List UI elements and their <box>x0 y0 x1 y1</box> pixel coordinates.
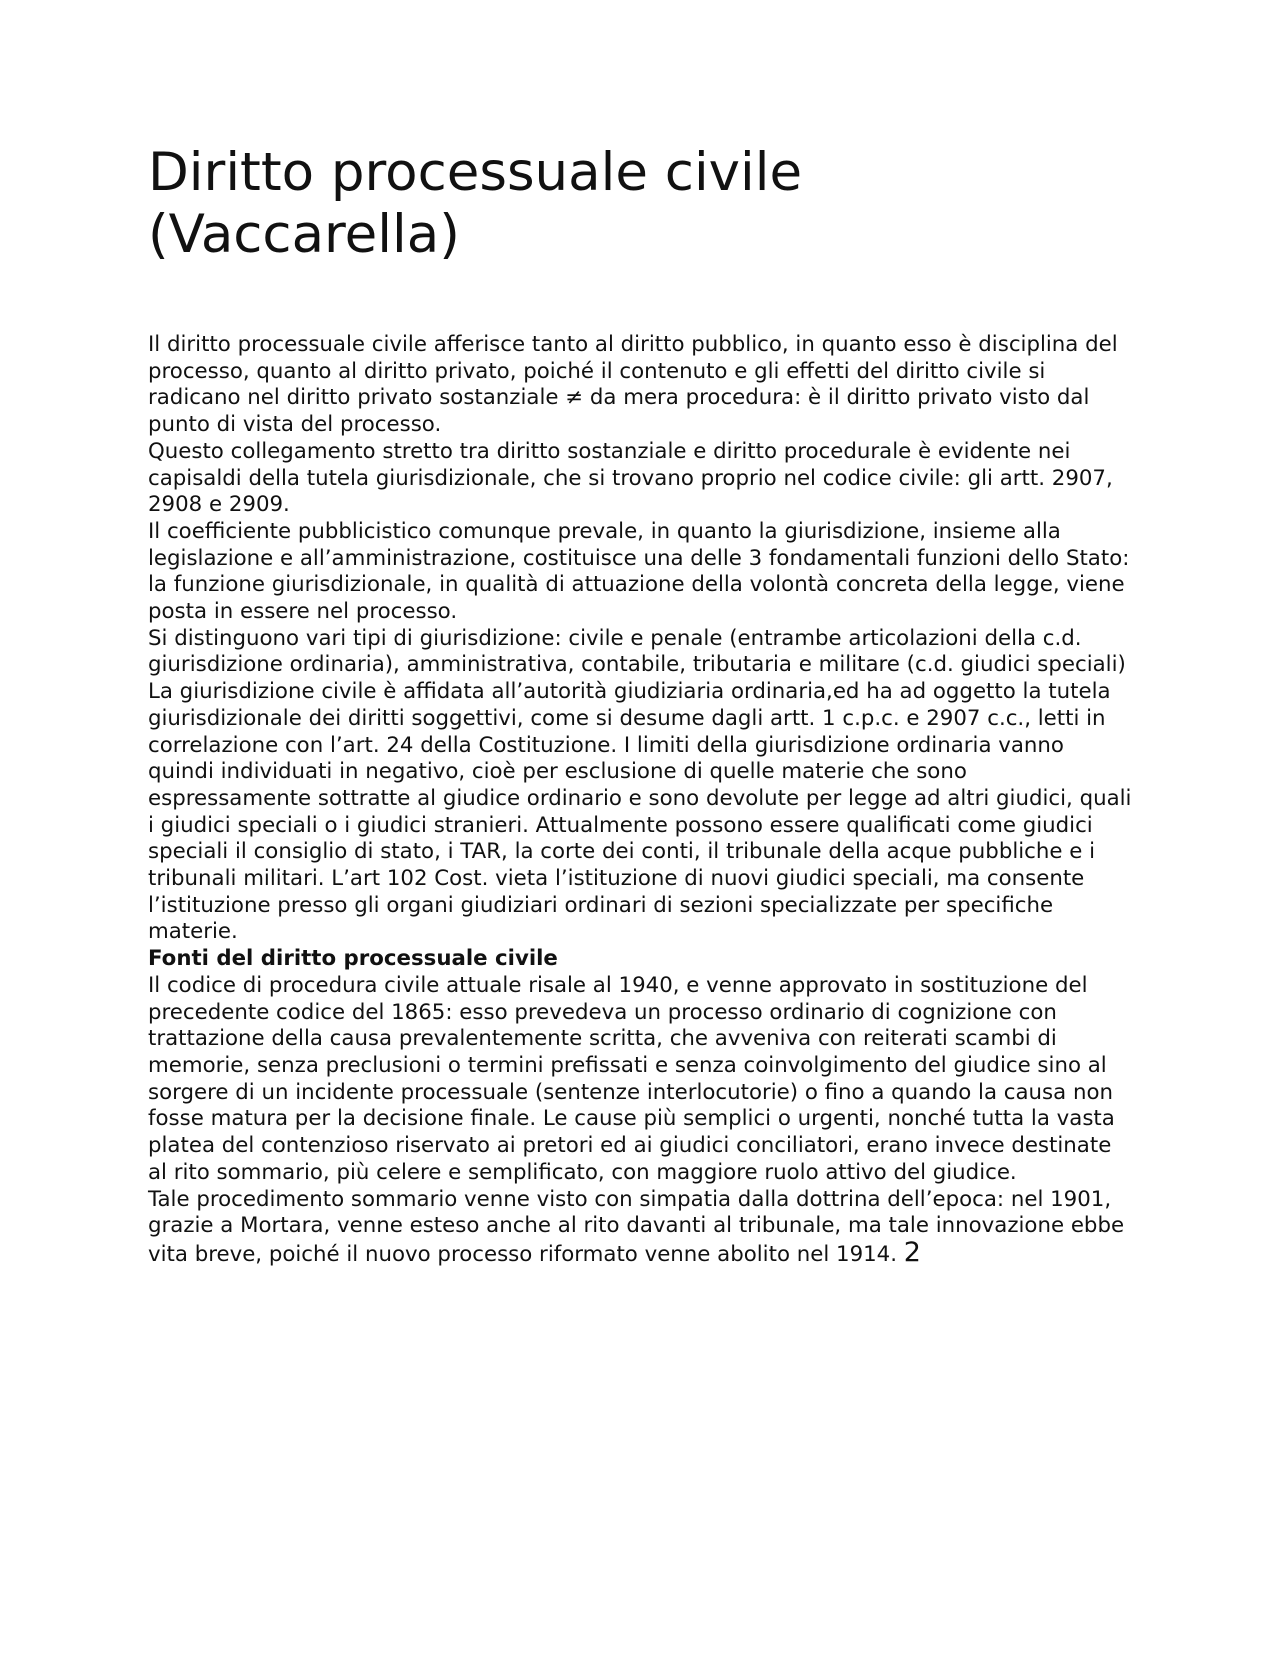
section-heading: Fonti del diritto processuale civile <box>148 946 558 972</box>
document-title <box>148 142 1133 266</box>
paragraph: Questo collegamento stretto tra diritto sostanziale e diritto procedurale è evidente nei capisaldi della tutela giurisdizionale, che si trovano proprio nel codice civile: gli artt. 2907, 2908 e 2909. <box>148 438 1113 518</box>
paragraph: Si distinguono vari tipi di giurisdizione: civile e penale (entrambe articolazioni della c.d. giurisdizione ordinaria), amministrativa, contabile, tributaria e militare (c.d. giudici speciali) <box>148 625 1126 678</box>
title-line-1: Diritto processuale civile <box>148 142 803 203</box>
title-line-2: (Vaccarella) <box>148 204 460 265</box>
page-number: 2 <box>903 1236 921 1268</box>
document-page <box>148 142 1133 1269</box>
paragraph: Il codice di procedura civile attuale risale al 1940, e venne approvato in sostituzione del precedente codice del 1865: esso prevedeva un processo ordinario di cognizione con trattazione della causa prevalentemente scritta, che avveniva con reiterati scambi di memorie, senza preclusioni o termini prefissati e senza coinvolgimento del giudice sino al sorgere di un incidente processuale (sentenze interlocutorie) o fino a quando la causa non fosse matura per la decisione finale. Le cause più semplici o urgenti, nonché tutta la vasta platea del contenzioso riservato ai pretori ed ai giudici conciliatori, erano invece destinate al rito sommario, più celere e semplificato, con maggiore ruolo attivo del giudice. <box>148 972 1115 1185</box>
last-paragraph <box>148 1187 1133 1269</box>
paragraph: La giurisdizione civile è affidata all’autorità giudiziaria ordinaria,ed ha ad oggetto la tutela giurisdizionale dei diritti soggettivi, come si desume dagli artt. 1 c.p.c. e 2907 c.c., letti in correlazione con l’art. 24 della Costituzione. I limiti della giurisdizione ordinaria vanno quindi individuati in negativo, cioè per esclusione di quelle materie che sono espressamente sottratte al giudice ordinario e sono devolute per legge ad altri giudici, quali i giudici speciali o i giudici stranieri. Attualmente possono essere qualificati come giudici speciali il consiglio di stato, i TAR, la corte dei conti, il tribunale della acque pubbliche e i tribunali militari. L’art 102 Cost. vieta l’istituzione di nuovi giudici speciali, ma consente l’istituzione presso gli organi giudiziari ordinari di sezioni specializzate per specifiche materie. <box>148 679 1132 945</box>
document-body <box>148 332 1133 1269</box>
paragraph: Il diritto processuale civile afferisce tanto al diritto pubblico, in quanto esso è disciplina del processo, quanto al diritto privato, poiché il contenuto e gli effetti del diritto civile si radicano nel diritto privato sostanziale ≠ da mera procedura: è il diritto privato visto dal punto di vista del processo. <box>148 332 1118 438</box>
paragraph: Il coefficiente pubblicistico comunque prevale, in quanto la giurisdizione, insieme alla legislazione e all’amministrazione, costituisce una delle 3 fondamentali funzioni dello Stato: la funzione giurisdizionale, in qualità di attuazione della volontà concreta della legge, viene posta in essere nel processo. <box>148 518 1130 625</box>
paragraph-text: Tale procedimento sommario venne visto con simpatia dalla dottrina dell’epoca: nel 1901, grazie a Mortara, venne esteso anche al rito davanti al tribunale, ma tale innovazione ebbe vita breve, poiché il nuovo processo riformato venne abolito nel 1914. <box>148 1186 1125 1267</box>
